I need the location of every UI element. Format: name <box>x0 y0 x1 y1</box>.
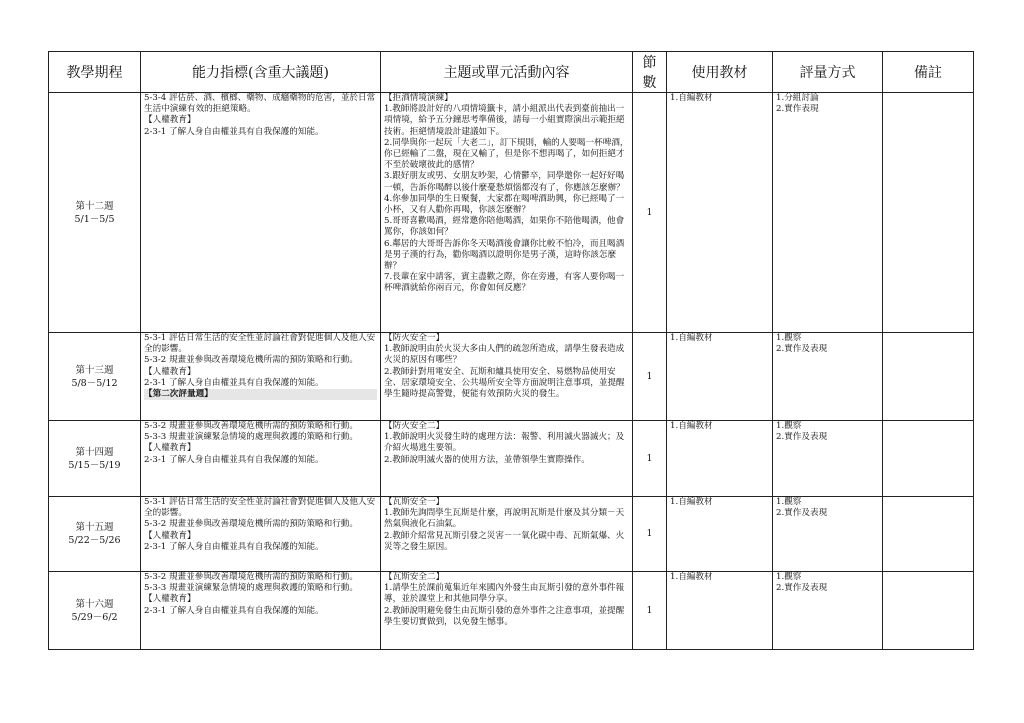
material-item: 1.自編教材 <box>670 93 713 103</box>
activity-item: 1.教師說明火災發生時的處理方法：報警、利用滅火器滅火；及介紹火場逃生要領。 <box>384 432 625 454</box>
table-row <box>49 333 974 421</box>
materials-cell <box>667 572 773 650</box>
activity-item: 1.請學生於課前蒐集近年來國內外發生由瓦斯引發的意外事件報導，並於課堂上和其他同學分享。 <box>384 583 625 605</box>
indicator-item: 【人權教育】 <box>144 594 196 605</box>
week-cell <box>49 421 141 497</box>
evaluation-cell <box>773 333 883 421</box>
notes-cell <box>883 421 974 497</box>
activity-item: 1.教師說明由於火災大多由人們的疏忽所造成，請學生發表造成火災的原因有哪些？ <box>384 344 625 366</box>
header-evaluation: 評量方式 <box>773 52 883 93</box>
indicators-cell <box>141 572 381 650</box>
evaluation-cell <box>773 93 883 333</box>
indicators-cell <box>141 333 381 421</box>
week-dates: 5/1－5/5 <box>74 213 115 225</box>
week-cell <box>49 497 141 572</box>
materials-cell <box>667 93 773 333</box>
indicator-item: 5-3-2 規畫並參與改善環境危機所需的預防策略和行動。 <box>144 421 359 431</box>
notes-cell <box>883 333 974 421</box>
periods-cell: 1 <box>633 333 667 421</box>
material-item: 1.自編教材 <box>670 333 713 343</box>
week-label: 第十三週 <box>75 364 114 376</box>
indicators-cell <box>141 421 381 497</box>
activity-item: 2.教師說明滅火器的使用方法，並帶領學生實際操作。 <box>384 454 590 465</box>
activity-item: 1.教師將設計好的八項情境籤卡，請小組派出代表到臺前抽出一項情境，給予五分鐘思考準備後，請每一小組實際演出示範拒絕技術。拒絕情境設計建議如下。 <box>384 104 625 137</box>
activity-item: 【拒酒情境演練】 <box>384 93 453 103</box>
evaluation-item: 1.觀察 <box>776 333 802 343</box>
activity-item: 【防火安全一】 <box>384 333 445 343</box>
periods-cell: 1 <box>633 93 667 333</box>
header-indicators: 能力指標(含重大議題) <box>141 52 381 93</box>
indicator-item: 5-3-3 規畫並演練緊急情境的處理與救護的策略和行動。 <box>144 583 359 594</box>
week-cell <box>49 93 141 333</box>
indicators-cell <box>141 497 381 572</box>
evaluation-item: 2.實作及表現 <box>776 432 828 443</box>
exam-week-highlight: 【第二次評量週】 <box>144 389 377 400</box>
week-label: 第十四週 <box>75 446 114 458</box>
evaluation-item: 2.實作表現 <box>776 104 819 115</box>
material-item: 1.自編教材 <box>670 421 713 431</box>
periods-cell: 1 <box>633 497 667 572</box>
header-periods: 節數 <box>633 52 667 93</box>
indicator-item: 5-3-1 評估日常生活的安全性並討論社會對促進個人及他人安全的影響。 <box>144 333 376 355</box>
indicator-item: 5-3-2 規畫並參與改善環境危機所需的預防策略和行動。 <box>144 519 359 530</box>
material-item: 1.自編教材 <box>670 572 713 582</box>
header-notes: 備註 <box>883 52 974 93</box>
evaluation-item: 2.實作及表現 <box>776 344 828 355</box>
notes-cell <box>883 497 974 572</box>
evaluation-cell <box>773 421 883 497</box>
table-row <box>49 572 974 650</box>
activities-cell <box>381 572 633 650</box>
notes-cell <box>883 93 974 333</box>
activity-item: 【瓦斯安全一】 <box>384 497 445 507</box>
materials-cell <box>667 497 773 572</box>
indicators-cell <box>141 93 381 333</box>
week-dates: 5/8－5/12 <box>71 377 118 389</box>
indicator-item: 2-3-1 了解人身自由權並具有自我保護的知能。 <box>144 605 324 616</box>
indicator-item: 2-3-1 了解人身自由權並具有自我保護的知能。 <box>144 454 324 465</box>
activities-cell <box>381 333 633 421</box>
activity-item: 【防火安全二】 <box>384 421 445 431</box>
indicator-item: 【人權教育】 <box>144 366 196 377</box>
evaluation-item: 1.觀察 <box>776 497 802 507</box>
indicator-item: 【人權教育】 <box>144 115 196 126</box>
week-dates: 5/15－5/19 <box>68 459 121 471</box>
evaluation-cell <box>773 497 883 572</box>
header-row <box>49 52 974 93</box>
indicator-item: 5-3-2 規畫並參與改善環境危機所需的預防策略和行動。 <box>144 572 359 582</box>
evaluation-item: 1.分組討論 <box>776 93 819 103</box>
evaluation-item: 1.觀察 <box>776 421 802 431</box>
activity-item: 6.鄰居的大哥哥告訴你冬天喝酒後會讓你比較不怕冷，而且喝酒是男子漢的行為，勸你喝酒以證明你是男子漢，這時你該怎麼辦？ <box>384 238 625 272</box>
activity-item: 2.同學與你一起玩「大老二」，訂下規則，輸的人要喝一杯啤酒，你已經輸了二盤，現在又輸了，但是你不想再喝了，如何拒絕才不至於破壞彼此的感情？ <box>384 137 629 171</box>
indicator-item: 5-3-1 評估日常生活的安全性並討論社會對促進個人及他人安全的影響。 <box>144 497 376 519</box>
indicator-item: 5-3-3 規畫並演練緊急情境的處理與救護的策略和行動。 <box>144 432 359 443</box>
week-label: 第十六週 <box>75 598 114 610</box>
activity-item: 7.長輩在家中請客，賓主盡歡之際，你在旁邊，有客人要你喝一杯啤酒就給你兩百元，你會如何反應？ <box>384 272 625 294</box>
activities-cell <box>381 497 633 572</box>
week-dates: 5/29－6/2 <box>71 611 118 623</box>
teaching-plan-table <box>48 51 974 650</box>
activity-item: 3.跟好朋友或男、女朋友吵架，心情鬱卒，同學邀你一起好好喝一頓，告訴你喝醉以後什麼憂愁煩惱都沒有了，你應該怎麼辦？ <box>384 171 625 193</box>
periods-cell: 1 <box>633 421 667 497</box>
activity-item: 2.教師針對用電安全、瓦斯和爐具使用安全、易燃物品使用安全、居家環境安全、公共場所安全等方面說明注意事項，並提醒學生隨時提高警覺，便能有效預防火災的發生。 <box>384 366 625 400</box>
header-activities: 主題或單元活動內容 <box>381 52 633 93</box>
header-materials: 使用教材 <box>667 52 773 93</box>
evaluation-item: 1.觀察 <box>776 572 802 582</box>
activity-item: 1.教師先詢問學生瓦斯是什麼，再說明瓦斯是什麼及其分類－天然氣與液化石油氣。 <box>384 508 625 530</box>
table-row <box>49 421 974 497</box>
activity-item: 2.教師介紹常見瓦斯引發之災害－一氧化碳中毒、瓦斯氣爆、火災等之發生原因。 <box>384 530 625 552</box>
week-cell <box>49 572 141 650</box>
activities-cell <box>381 421 633 497</box>
activity-item: 4.你參加同學的生日聚餐，大家都在喝啤酒助興，你已經喝了一小杯，又有人勸你再喝，你該怎麼辦？ <box>384 193 625 216</box>
evaluation-cell <box>773 572 883 650</box>
materials-cell <box>667 421 773 497</box>
materials-cell <box>667 333 773 421</box>
notes-cell <box>883 572 974 650</box>
week-label: 第十五週 <box>75 522 114 533</box>
week-cell <box>49 333 141 421</box>
evaluation-item: 2.實作及表現 <box>776 583 828 594</box>
activity-item: 2.教師說明避免發生由瓦斯引發的意外事件之注意事項，並提醒學生要切實做到，以免發生憾事。 <box>384 605 625 627</box>
table-row <box>49 497 974 572</box>
indicator-item: 2-3-1 了解人身自由權並具有自我保護的知能。 <box>144 541 324 552</box>
activity-item: 5.哥哥喜歡喝酒，經常邀你陪他喝酒，如果你不陪他喝酒，他會罵你，你該如何？ <box>384 216 625 238</box>
indicator-item: 5-3-2 規畫並參與改善環境危機所需的預防策略和行動。 <box>144 355 359 366</box>
periods-cell: 1 <box>633 572 667 650</box>
header-schedule: 教學期程 <box>49 52 141 93</box>
activities-cell <box>381 93 633 333</box>
indicator-item: 2-3-1 了解人身自由權並具有自我保護的知能。 <box>144 126 324 137</box>
indicator-item: 2-3-1 了解人身自由權並具有自我保護的知能。 <box>144 377 324 388</box>
week-label: 第十二週 <box>75 200 114 212</box>
material-item: 1.自編教材 <box>670 497 713 507</box>
evaluation-item: 2.實作及表現 <box>776 508 828 519</box>
indicator-item: 【人權教育】 <box>144 530 196 541</box>
activity-item: 【瓦斯安全二】 <box>384 572 445 582</box>
table-row <box>49 93 974 333</box>
indicator-item: 5-3-4 評估菸、酒、檳榔、藥物、成癮藥物的危害，並於日常生活中演練有效的拒絕策略。 <box>144 93 376 115</box>
week-dates: 5/22－5/26 <box>68 535 121 546</box>
indicator-item: 【人權教育】 <box>144 443 196 454</box>
